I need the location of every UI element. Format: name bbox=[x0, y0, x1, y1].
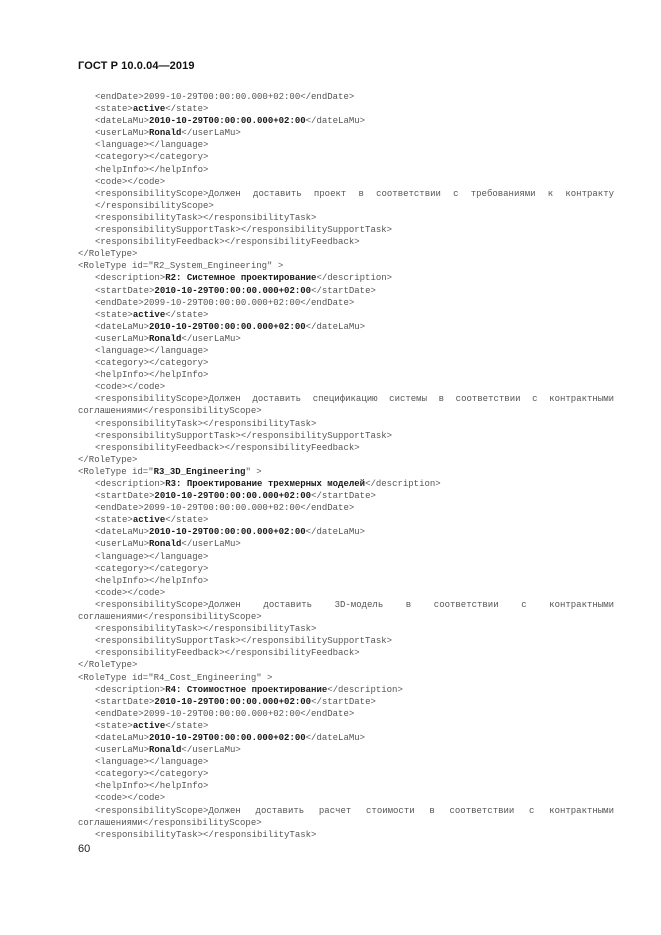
code-line bbox=[78, 115, 614, 127]
code-text: <responsibilityScope>Должен доставить проект в соответствии с требованиями к контракту bbox=[95, 188, 614, 199]
code-text: <category></category> bbox=[95, 563, 209, 574]
code-value: R3_3D_Engineering bbox=[153, 466, 246, 477]
code-value: active bbox=[132, 309, 166, 320]
code-text: <category></category> bbox=[95, 358, 209, 369]
code-line bbox=[78, 369, 614, 381]
code-text: </RoleType> bbox=[78, 249, 138, 260]
code-value: Ronald bbox=[149, 745, 182, 756]
code-text: <language></language> bbox=[95, 345, 209, 356]
code-text: <endDate>2099-10-29T00:00:00.000+02:00</endDate> bbox=[95, 708, 355, 719]
code-line bbox=[78, 696, 614, 708]
code-text: <RoleType id="R2_System_Engineering" > bbox=[78, 261, 284, 272]
code-text: <helpInfo></helpInfo> bbox=[95, 164, 209, 175]
code-text: </RoleType> bbox=[78, 454, 138, 465]
code-line bbox=[78, 224, 614, 236]
code-line bbox=[78, 260, 614, 272]
code-text: <helpInfo></helpInfo> bbox=[95, 370, 209, 381]
code-line bbox=[78, 405, 614, 417]
code-text: </startDate> bbox=[311, 491, 376, 502]
code-text: <responsibilityFeedback></responsibilityFeedback> bbox=[95, 442, 360, 453]
page-number: 60 bbox=[78, 843, 91, 855]
code-text: <responsibilitySupportTask></responsibilitySupportTask> bbox=[95, 636, 393, 647]
code-value: 2010-10-29T00:00:00.000+02:00 bbox=[149, 527, 306, 538]
code-line bbox=[78, 164, 614, 176]
code-line bbox=[78, 430, 614, 442]
code-line bbox=[78, 563, 614, 575]
code-text: <RoleType id=" bbox=[78, 466, 154, 477]
code-line bbox=[78, 623, 614, 635]
code-line bbox=[78, 611, 614, 623]
code-text: <description> bbox=[95, 479, 166, 489]
code-text: <responsibilityTask></responsibilityTask> bbox=[95, 212, 317, 223]
code-line bbox=[78, 139, 614, 151]
code-text: <dateLaMu> bbox=[95, 732, 150, 743]
code-line bbox=[78, 829, 614, 841]
code-value: 2010-10-29T00:00:00.000+02:00 bbox=[149, 321, 306, 332]
code-text: <userLaMu> bbox=[95, 333, 150, 344]
code-value: active bbox=[132, 720, 166, 731]
code-value: 2010-10-29T00:00:00.000+02:00 bbox=[149, 116, 306, 127]
code-line bbox=[78, 188, 614, 200]
code-value: 2010-10-29T00:00:00.000+02:00 bbox=[149, 732, 306, 743]
code-line bbox=[78, 127, 614, 139]
code-line bbox=[78, 297, 614, 309]
code-text: <helpInfo></helpInfo> bbox=[95, 781, 209, 792]
code-text: <dateLaMu> bbox=[95, 116, 150, 127]
code-text: <code></code> bbox=[95, 382, 166, 393]
code-text: <responsibilityTask></responsibilityTask> bbox=[95, 624, 317, 635]
code-text: <responsibilityScope>Должен доставить спецификацию системы в соответствии с контрактными bbox=[95, 394, 614, 405]
code-value: Ronald bbox=[149, 539, 182, 550]
code-text: <endDate>2099-10-29T00:00:00.000+02:00</endDate> bbox=[95, 92, 355, 102]
code-text: <startDate> bbox=[95, 491, 155, 502]
code-line bbox=[78, 502, 614, 514]
code-text: <category></category> bbox=[95, 769, 209, 780]
code-line bbox=[78, 103, 614, 115]
code-line bbox=[78, 478, 614, 490]
code-line bbox=[78, 466, 614, 478]
code-text: </description> bbox=[365, 479, 441, 489]
code-text: <dateLaMu> bbox=[95, 321, 150, 332]
code-line bbox=[78, 756, 614, 768]
code-text: <userLaMu> bbox=[95, 539, 150, 550]
code-text: <state> bbox=[95, 720, 133, 731]
code-text: <endDate>2099-10-29T00:00:00.000+02:00</endDate> bbox=[95, 503, 355, 514]
code-text: </userLaMu> bbox=[181, 745, 241, 756]
code-text: </dateLaMu> bbox=[305, 732, 366, 743]
code-value: R4: Стоимостное проектирование bbox=[165, 684, 328, 695]
code-text: <language></language> bbox=[95, 551, 209, 562]
code-line bbox=[78, 659, 614, 671]
code-text: </userLaMu> bbox=[181, 333, 241, 344]
code-line bbox=[78, 285, 614, 297]
code-value: R3: Проектирование трехмерных моделей bbox=[165, 479, 366, 489]
code-text: <endDate>2099-10-29T00:00:00.000+02:00</endDate> bbox=[95, 297, 355, 308]
code-text: <responsibilityScope>Должен доставить расчет стоимости в соответствии с контрактными bbox=[95, 805, 614, 816]
code-line bbox=[78, 236, 614, 248]
code-line bbox=[78, 393, 614, 405]
code-text: </state> bbox=[165, 515, 209, 526]
code-line bbox=[78, 526, 614, 538]
code-text: <description> bbox=[95, 684, 166, 695]
code-text: соглашениями</responsibilityScope> bbox=[78, 817, 262, 828]
code-line bbox=[78, 272, 614, 284]
code-line bbox=[78, 454, 614, 466]
code-text: <state> bbox=[95, 515, 133, 526]
code-text: <category></category> bbox=[95, 152, 209, 163]
code-value: Ronald bbox=[149, 128, 182, 139]
code-text: соглашениями</responsibilityScope> bbox=[78, 612, 262, 623]
code-text: <state> bbox=[95, 309, 133, 320]
code-line bbox=[78, 635, 614, 647]
code-value: 2010-10-29T00:00:00.000+02:00 bbox=[154, 491, 312, 502]
code-text: <responsibilitySupportTask></responsibilitySupportTask> bbox=[95, 430, 393, 441]
code-line bbox=[78, 381, 614, 393]
code-text: <code></code> bbox=[95, 176, 166, 187]
code-text: <language></language> bbox=[95, 757, 209, 768]
code-text: </state> bbox=[165, 104, 209, 115]
code-line bbox=[78, 418, 614, 430]
code-line bbox=[78, 91, 614, 103]
code-line bbox=[78, 780, 614, 792]
code-text: </dateLaMu> bbox=[305, 527, 366, 538]
code-text: </responsibilityScope> bbox=[95, 200, 214, 211]
code-line bbox=[78, 599, 614, 611]
code-text: <responsibilityScope>Должен доставить 3D-модель в соответствии с контрактными bbox=[95, 599, 614, 610]
code-value: active bbox=[132, 104, 166, 115]
code-line bbox=[78, 248, 614, 260]
code-line bbox=[78, 200, 614, 212]
code-line bbox=[78, 176, 614, 188]
code-value: active bbox=[132, 515, 166, 526]
code-text: </state> bbox=[165, 309, 209, 320]
code-text: </description> bbox=[316, 273, 393, 284]
code-text: <userLaMu> bbox=[95, 128, 150, 139]
code-line bbox=[78, 708, 614, 720]
code-text: <language></language> bbox=[95, 140, 209, 151]
code-text: <userLaMu> bbox=[95, 745, 150, 756]
code-line bbox=[78, 514, 614, 526]
code-line bbox=[78, 647, 614, 659]
code-text: </description> bbox=[327, 684, 403, 695]
code-text: <state> bbox=[95, 104, 133, 115]
code-text: <responsibilityTask></responsibilityTask> bbox=[95, 418, 317, 429]
code-text: </userLaMu> bbox=[181, 128, 241, 139]
code-line bbox=[78, 357, 614, 369]
code-text: </userLaMu> bbox=[181, 539, 241, 550]
code-text: </startDate> bbox=[311, 285, 376, 296]
code-value: Ronald bbox=[149, 333, 182, 344]
code-text: соглашениями</responsibilityScope> bbox=[78, 406, 262, 417]
code-text: <responsibilitySupportTask></responsibilitySupportTask> bbox=[95, 225, 393, 236]
code-value: 2010-10-29T00:00:00.000+02:00 bbox=[154, 696, 312, 707]
code-line bbox=[78, 345, 614, 357]
code-line bbox=[78, 551, 614, 563]
code-line bbox=[78, 538, 614, 550]
code-text: <code></code> bbox=[95, 793, 166, 804]
code-line bbox=[78, 333, 614, 345]
code-text: <description> bbox=[95, 273, 166, 284]
code-line bbox=[78, 768, 614, 780]
code-line bbox=[78, 720, 614, 732]
code-line bbox=[78, 805, 614, 817]
code-text: <responsibilityTask></responsibilityTask> bbox=[95, 829, 317, 840]
code-text: <startDate> bbox=[95, 285, 155, 296]
code-line bbox=[78, 684, 614, 696]
code-text: <startDate> bbox=[95, 696, 155, 707]
code-line bbox=[78, 744, 614, 756]
code-line bbox=[78, 321, 614, 333]
code-line bbox=[78, 442, 614, 454]
code-text: " > bbox=[245, 466, 262, 477]
code-text: </startDate> bbox=[311, 696, 376, 707]
code-text: </dateLaMu> bbox=[305, 116, 366, 127]
code-line bbox=[78, 575, 614, 587]
code-text: <responsibilityFeedback></responsibilityFeedback> bbox=[95, 237, 360, 248]
code-line bbox=[78, 151, 614, 163]
code-line bbox=[78, 792, 614, 804]
code-text: <RoleType id="R4_Cost_Engineering" > bbox=[78, 672, 273, 683]
code-text: <responsibilityFeedback></responsibilityFeedback> bbox=[95, 648, 360, 659]
code-line bbox=[78, 212, 614, 224]
code-line bbox=[78, 817, 614, 829]
code-value: R2: Системное проектирование bbox=[165, 273, 317, 284]
code-line bbox=[78, 732, 614, 744]
xml-code-listing bbox=[78, 91, 614, 841]
code-value: 2010-10-29T00:00:00.000+02:00 bbox=[154, 285, 312, 296]
code-line bbox=[78, 587, 614, 599]
code-line bbox=[78, 309, 614, 321]
code-text: <helpInfo></helpInfo> bbox=[95, 575, 209, 586]
document-header-title: ГОСТ Р 10.0.04—2019 bbox=[78, 60, 195, 72]
code-text: </RoleType> bbox=[78, 660, 138, 671]
code-text: <dateLaMu> bbox=[95, 527, 150, 538]
code-text: </state> bbox=[165, 720, 209, 731]
code-text: <code></code> bbox=[95, 587, 166, 598]
code-line bbox=[78, 490, 614, 502]
code-text: </dateLaMu> bbox=[305, 321, 366, 332]
code-line bbox=[78, 672, 614, 684]
